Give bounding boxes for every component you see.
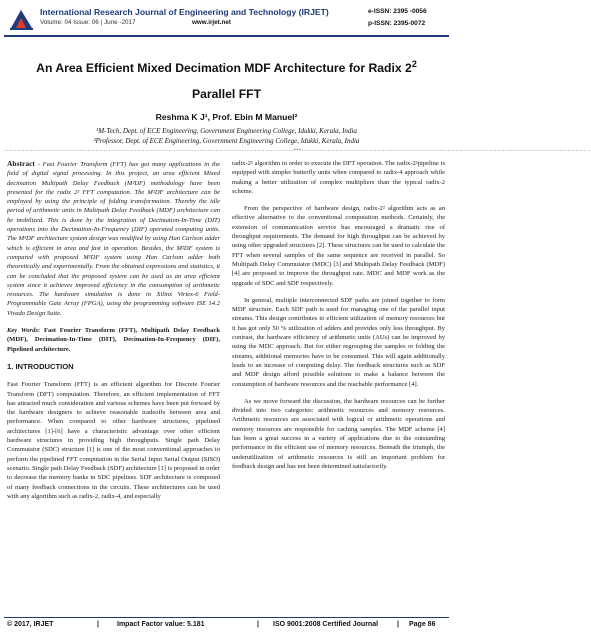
footer-copyright: © 2017, IRJET [7, 621, 54, 628]
authors: Reshma K J¹, Prof. Ebin M Manuel² [155, 112, 298, 122]
keywords-label: Key Words [7, 327, 38, 335]
footer-page-number: Page 86 [409, 621, 436, 628]
body-paragraph-2: From the perspective of hardware design, radix-2² algorithm acts as an effective alternative to the conventional computation methods. Certainly, the extension of communication service has encouraged a dramatic rise of throughput requirements. The demand for high throughput can be achieved by using other upgraded structures [2]. These structures can be used to calculate the FFT when several samples of the same sequence are received in parallel. So Multipath Delay Commutator (MDC) [3] and Multipath Delay Feedback (MDF) [4] are proposed to improve the throughput rate. MDC and MDF work as the upgrade of SDC and SDF respectively. [232, 205, 445, 287]
footer-divider [4, 617, 449, 618]
journal-website-link[interactable]: www.irjet.net [192, 19, 231, 26]
footer-impact-factor: Impact Factor value: 5.181 [117, 621, 205, 628]
header-divider [4, 35, 449, 37]
footer-separator: | [397, 621, 399, 628]
keywords-text: : Fast Fourier Transform (FFT), Multipath Delay Feedback (MDF), Decimation-In-Time (DIT), Decimation-In-Frequency (DIF), Pipelined architecture. [7, 327, 220, 353]
affiliation-2: ²Professor, Dept. of ECE Engineering, Government Engineering College, Idukki, Kerala, India [93, 137, 360, 145]
title-line-2: Parallel FFT [191, 87, 262, 102]
body-paragraph-4: As we move forward the discussion, the hardware resources can be further divided into two categories: arithmetic resources and memory resources. Arithmetic resources are associated with logical or arithmetic operations and memory resources are responsible for caching samples. The MDF scheme [4] has been a great success in a variety of applications due to the outstanding performance in the efficient use of memory resources. Beneath the triumph, the underutilization of arithmetic resources is still an important problem for feedback design and has not been determined satisfactorily. [232, 397, 445, 470]
body-paragraph-1: radix-2² algorithm in order to execute the DFT operation. The radix-2²pipeline is equipped with simpler butterfly units when compared to radix-4 approach while making a better utilization of complex multipliers than the typical radix-2 scheme. [232, 160, 445, 195]
page-footer [7, 621, 447, 635]
footer-separator: | [257, 621, 259, 628]
eissn: e-ISSN: 2395 -0056 [368, 8, 427, 15]
abstract-text: - Fast Fourier Transform (FFT) has got many applications in the field of digital signal processing. In this project, an area efficient Mixed decimation Multipath Delay Feedback (M²DF) methodology have been presented for the radix 2² FFT computation. The M²DF architecture can be employed by using the principle of folding transformation. Thereby the idle period of arithmetic units in Multipath Delay Feedback (MDF) architecture can be mobilized. This is done by the integration of Decimation-In-Time (DIT) operations into the Decimation-In-Frequency (DIF) operated computing units. The M²DF architecture system design was modified by using Han Carlson adder which is efficient in area and fast in operation. Besides, the M²DF system is compared with proposed M²DF system using Han Carlson adder both theoretically and experimentally. From the obtained expressions and statistics, it can be concluded that the proposed system can be used as an area efficient system since it achieves improved efficiency in the consumption of arithmetic resources. The hardware simulation is done in Xilinx Virtex-6 Field-Programmable Gate Array (FPGA), using the programming software ISE 14.2 Vivado Design Suite. [7, 161, 220, 317]
affiliation-1: ¹M-Tech, Dept. of ECE Engineering, Government Engineering College, Idukki, Kerala, India [96, 127, 357, 135]
title-line-1: An Area Efficient Mixed Decimation MDF Architecture for Radix [36, 61, 402, 76]
title-radix: $2^2$ [405, 59, 417, 76]
footer-separator: | [97, 621, 99, 628]
introduction-paragraph: Fast Fourier Transform (FFT) is an efficient algorithm for Discrete Fourier Transform (DFT) computation. Therefore, an efficient implementation of FFT has attracted much consideration and various schemes have been put forward by the hardware designers to achieve reasonable tradeoffs between area and performance. When compared to other hardware structures, pipelined architectures [1]-[6] have a characteristic advantage over other efficient hardware structures in providing high throughputs. Single path Delay Commutator (SDC) structure [1] is one of the most conventional approaches to perform the pipelined FFT computation in the Serial Input Serial Output (SISO) scenario. Single path Delay Feedback (SDF) architecture [1] is proposed in order to decrease the memory banks in SDC pipelines. SDF architecture is composed of many feedback connections in the circuits. These architectures can be used with any algorithm such as radix-2, radix-4, and especially [7, 381, 220, 500]
paper-title [20, 51, 433, 107]
pissn: p-ISSN: 2395-0072 [368, 20, 426, 27]
section-separator: ---------------------------------------------------------------------------------------------------------------***--------------------------------------------------------------------------------------------------------------- [4, 148, 591, 153]
left-column [7, 159, 220, 509]
body-paragraph-3: In general, multiple interconnected SDF paths are joined together to form MDF structure. Each SDF path is used for managing one of the parallel input streams. This design contributes to efficient utilization of memory resources but it has got only 50 % utilization of adders and provides only less throughput. By contrast, the hardware efficiency of arithmetic units (AUs) can be improved by using the MDC approach. But for either regrouping the samples or folding the streams, additional memories have to be consumed. This will again additionally leads to an increase of computing delay. The feedback structures such as SDF and MDF design afford possible solutions to make a balance between the consumption of hardware resources and the reachable performance [4]. [232, 296, 445, 388]
keywords [7, 326, 220, 354]
volume-issue: Volume: 04 Issue: 06 | June -2017 [40, 19, 136, 26]
irjet-logo-icon [8, 6, 35, 33]
right-column [232, 159, 445, 479]
journal-meta [40, 19, 350, 26]
journal-header [0, 0, 453, 44]
abstract [7, 159, 220, 318]
abstract-label: Abstract [7, 159, 35, 168]
footer-iso: ISO 9001:2008 Certified Journal [273, 621, 379, 628]
journal-name: International Research Journal of Engineering and Technology (IRJET) [40, 7, 329, 17]
section-heading-introduction: 1. INTRODUCTION [7, 361, 74, 371]
